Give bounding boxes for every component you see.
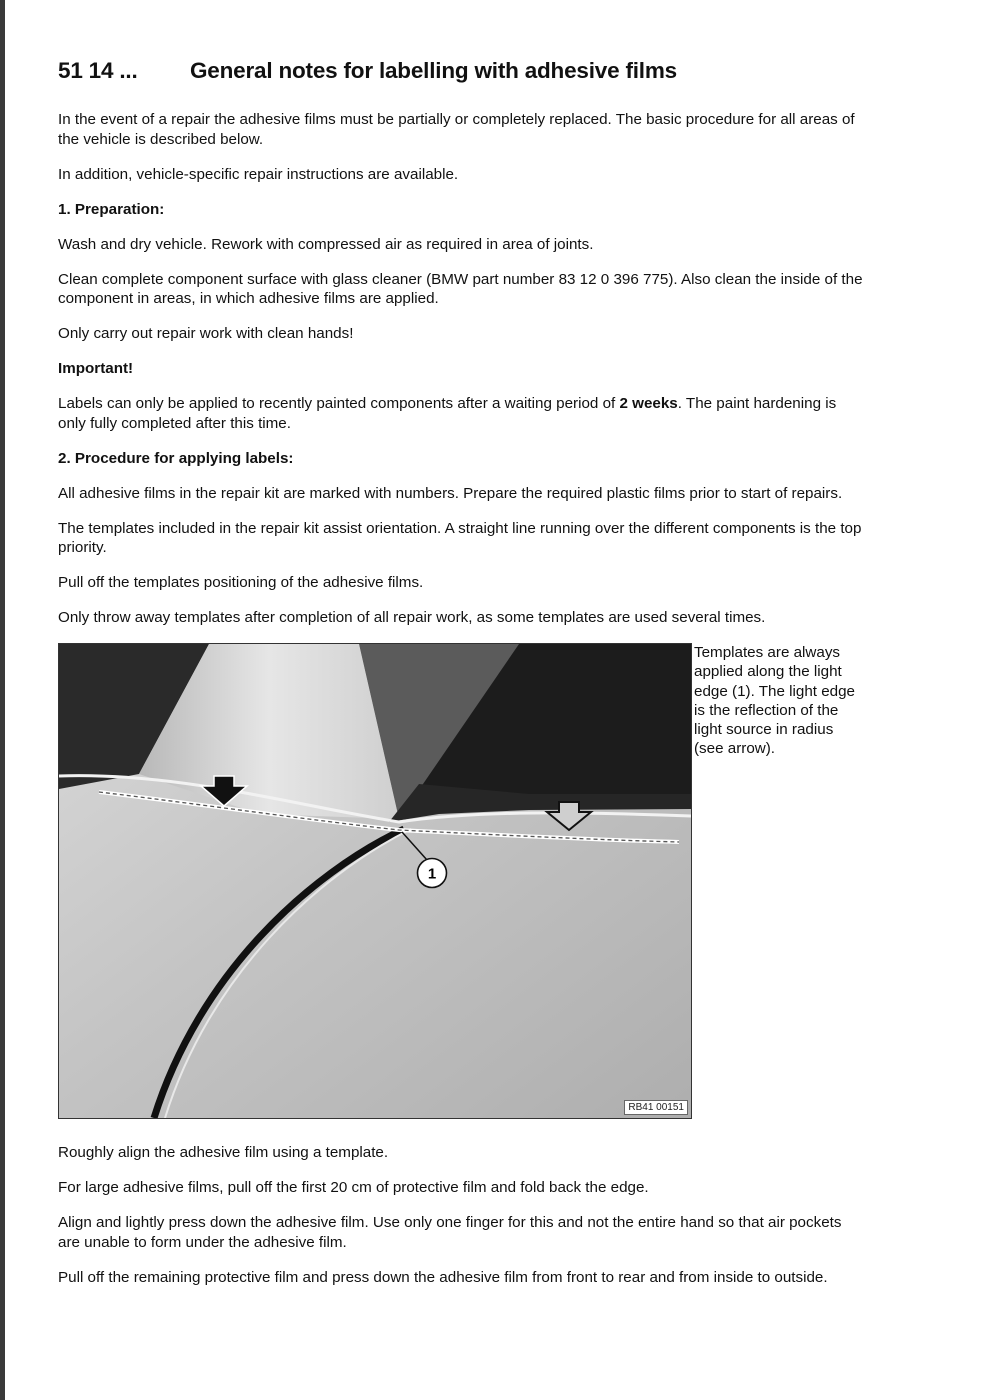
procedure-paragraph: The templates included in the repair kit assist orientation. A straight line running over the different components is the top priority. [58,519,862,556]
intro-paragraph: In the event of a repair the adhesive films must be partially or completely replaced. The basic procedure for all areas of the vehicle is described below. [58,111,855,148]
figure-photo [58,643,692,1119]
page-left-edge [0,0,5,1400]
important-text-end: . The paint hardening is only fully completed after this time. [58,395,837,432]
procedure-heading: 2. Procedure for applying labels: [58,449,294,467]
important-heading: Important! [58,360,134,377]
car-body-illustration [59,644,691,1118]
preparation-heading: 1. Preparation: [58,200,165,218]
procedure-paragraph: Pull off the templates positioning of the adhesive films. [58,574,424,591]
step-paragraph: Pull off the remaining protective film and press down the adhesive film from front to rear and from inside to outside. [58,1268,828,1286]
step-paragraph: Roughly align the adhesive film using a template. [58,1144,389,1161]
procedure-paragraph: All adhesive films in the repair kit are marked with numbers. Prepare the required plastic films prior to start of repairs. [58,484,843,502]
preparation-paragraph: Clean complete component surface with glass cleaner (BMW part number 83 12 0 396 775). Also clean the inside of the component in areas, in which adhesive films are applied. [58,270,863,307]
figure-caption: Templates are always applied along the light edge (1). The light edge is the reflection of the light source in radius (see arrow). [694,644,855,758]
important-paragraph [58,394,863,433]
step-paragraph: For large adhesive films, pull off the first 20 cm of protective film and fold back the edge. [58,1179,649,1196]
figure-code: RB41 00151 [624,1100,688,1115]
section-number: 51 14 ... [58,58,138,83]
procedure-paragraph: Only throw away templates after completion of all repair work, as some templates are used several times. [58,609,766,626]
important-text: Labels can only be applied to recently painted components after a waiting period of [58,395,620,412]
section-title: General notes for labelling with adhesive films [190,58,677,83]
intro-paragraph: In addition, vehicle-specific repair instructions are available. [58,165,459,183]
callout-number: 1 [427,865,437,883]
preparation-paragraph: Wash and dry vehicle. Rework with compressed air as required in area of joints. [58,235,594,253]
document-body [58,110,863,1303]
preparation-paragraph: Only carry out repair work with clean hands! [58,325,354,342]
important-emphasis: 2 weeks [619,395,678,412]
figure-row [58,643,863,1121]
step-paragraph: Align and lightly press down the adhesive film. Use only one finger for this and not the entire hand so that air pockets are unable to form under the adhesive film. [58,1214,842,1251]
